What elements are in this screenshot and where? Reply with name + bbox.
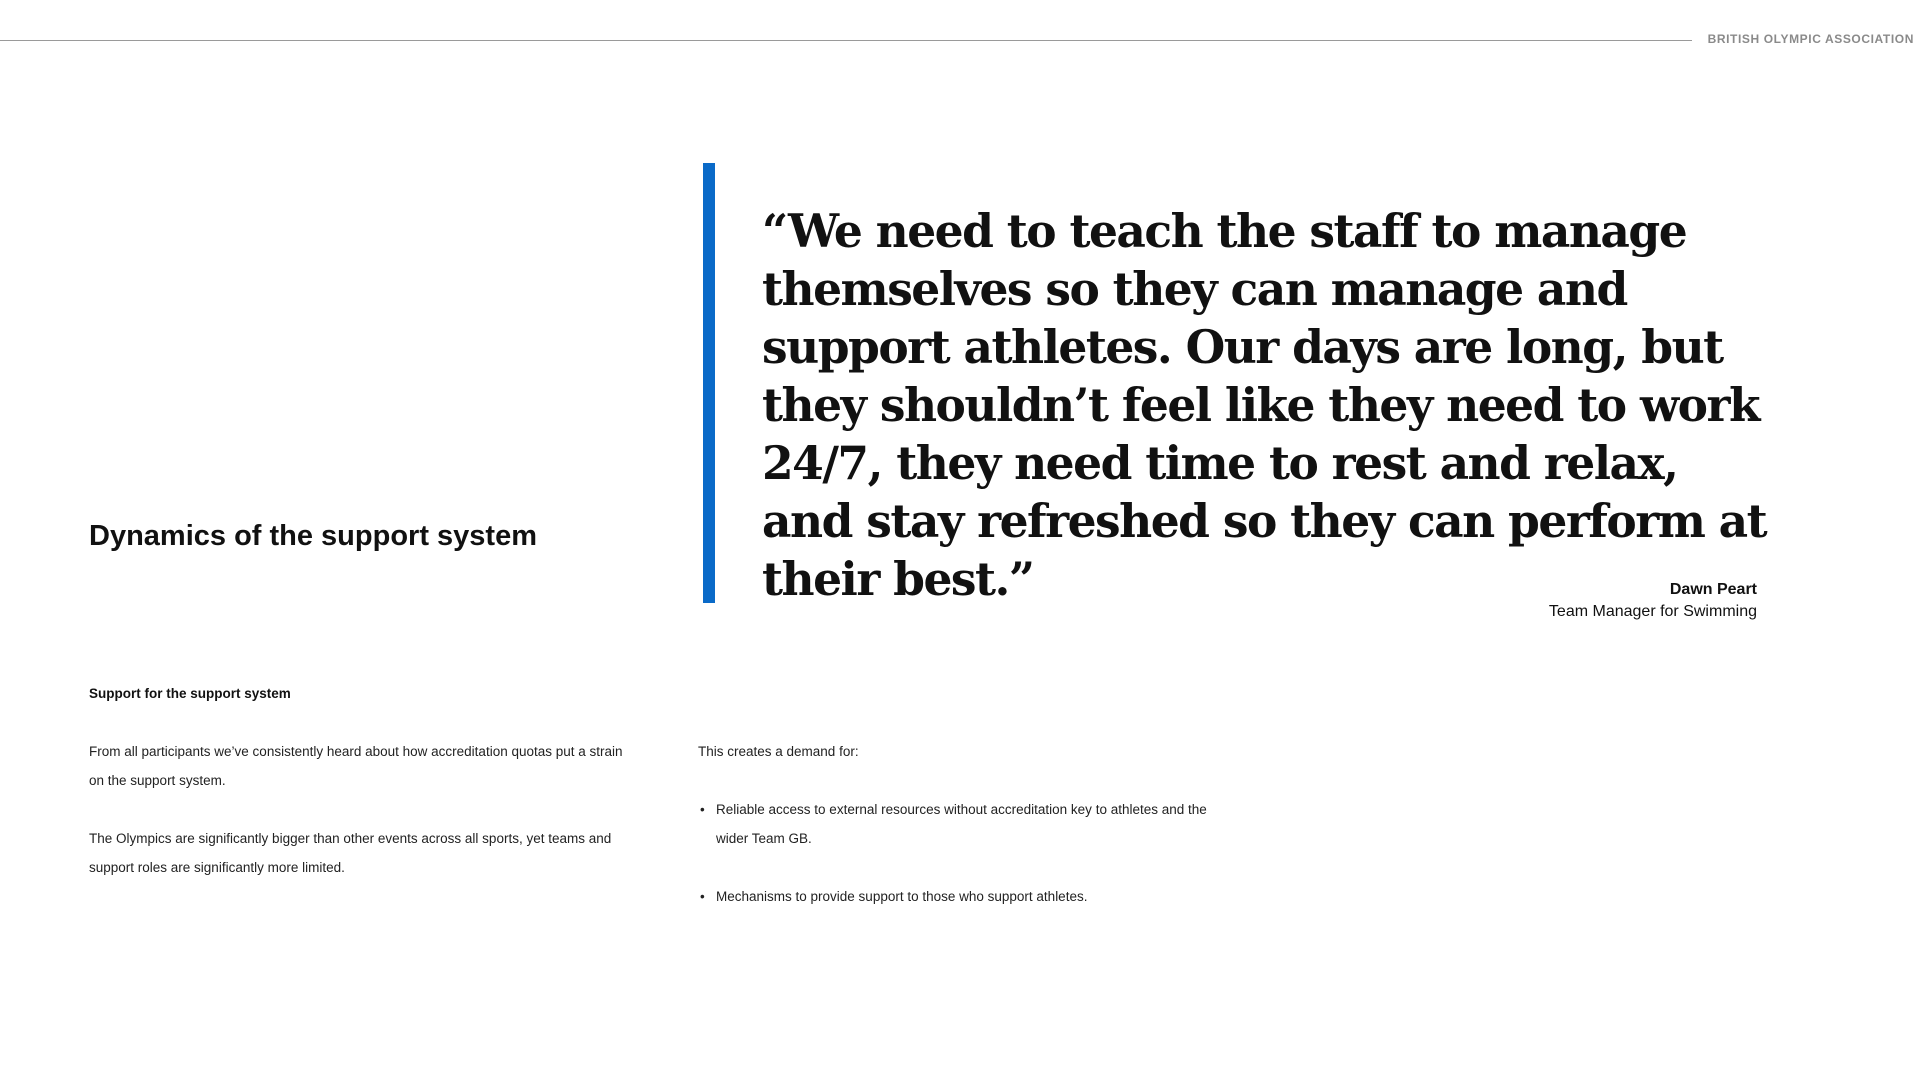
quote-accent-bar <box>703 163 715 603</box>
demand-intro: This creates a demand for: <box>698 744 859 759</box>
demand-body <box>698 737 1238 940</box>
support-paragraph: From all participants we’ve consistently heard about how accreditation quotas put a strain on the support system. <box>89 744 623 788</box>
demand-list <box>698 795 1238 911</box>
section-title: Dynamics of the support system <box>89 520 537 552</box>
quote-author-role: Team Manager for Swimming <box>1548 603 1757 620</box>
demand-list-item <box>698 795 1238 853</box>
demand-item-text: Reliable access to external resources without accreditation key to athletes and the wider Team GB. <box>716 802 1207 846</box>
demand-list-item <box>698 882 1238 911</box>
header-divider <box>0 40 1692 41</box>
quote-attribution <box>1549 579 1757 623</box>
support-heading: Support for the support system <box>89 686 291 701</box>
bullet-icon: • <box>700 889 705 904</box>
organization-name: BRITISH OLYMPIC ASSOCIATION <box>1707 32 1914 46</box>
pull-quote: “We need to teach the staff to manage themselves so they can manage and support athletes. Our days are long, but they shouldn’t feel like they need to work 24/7, they need time to rest and relax, and stay refreshed so they can perform at their best.” <box>762 204 1767 606</box>
support-paragraph: The Olympics are significantly bigger than other events across all sports, yet teams and support roles are significantly more limited. <box>89 831 612 875</box>
quote-author: Dawn Peart <box>1669 581 1757 598</box>
demand-item-text: Mechanisms to provide support to those who support athletes. <box>716 889 1088 904</box>
support-body <box>89 737 634 911</box>
bullet-icon: • <box>700 802 705 817</box>
